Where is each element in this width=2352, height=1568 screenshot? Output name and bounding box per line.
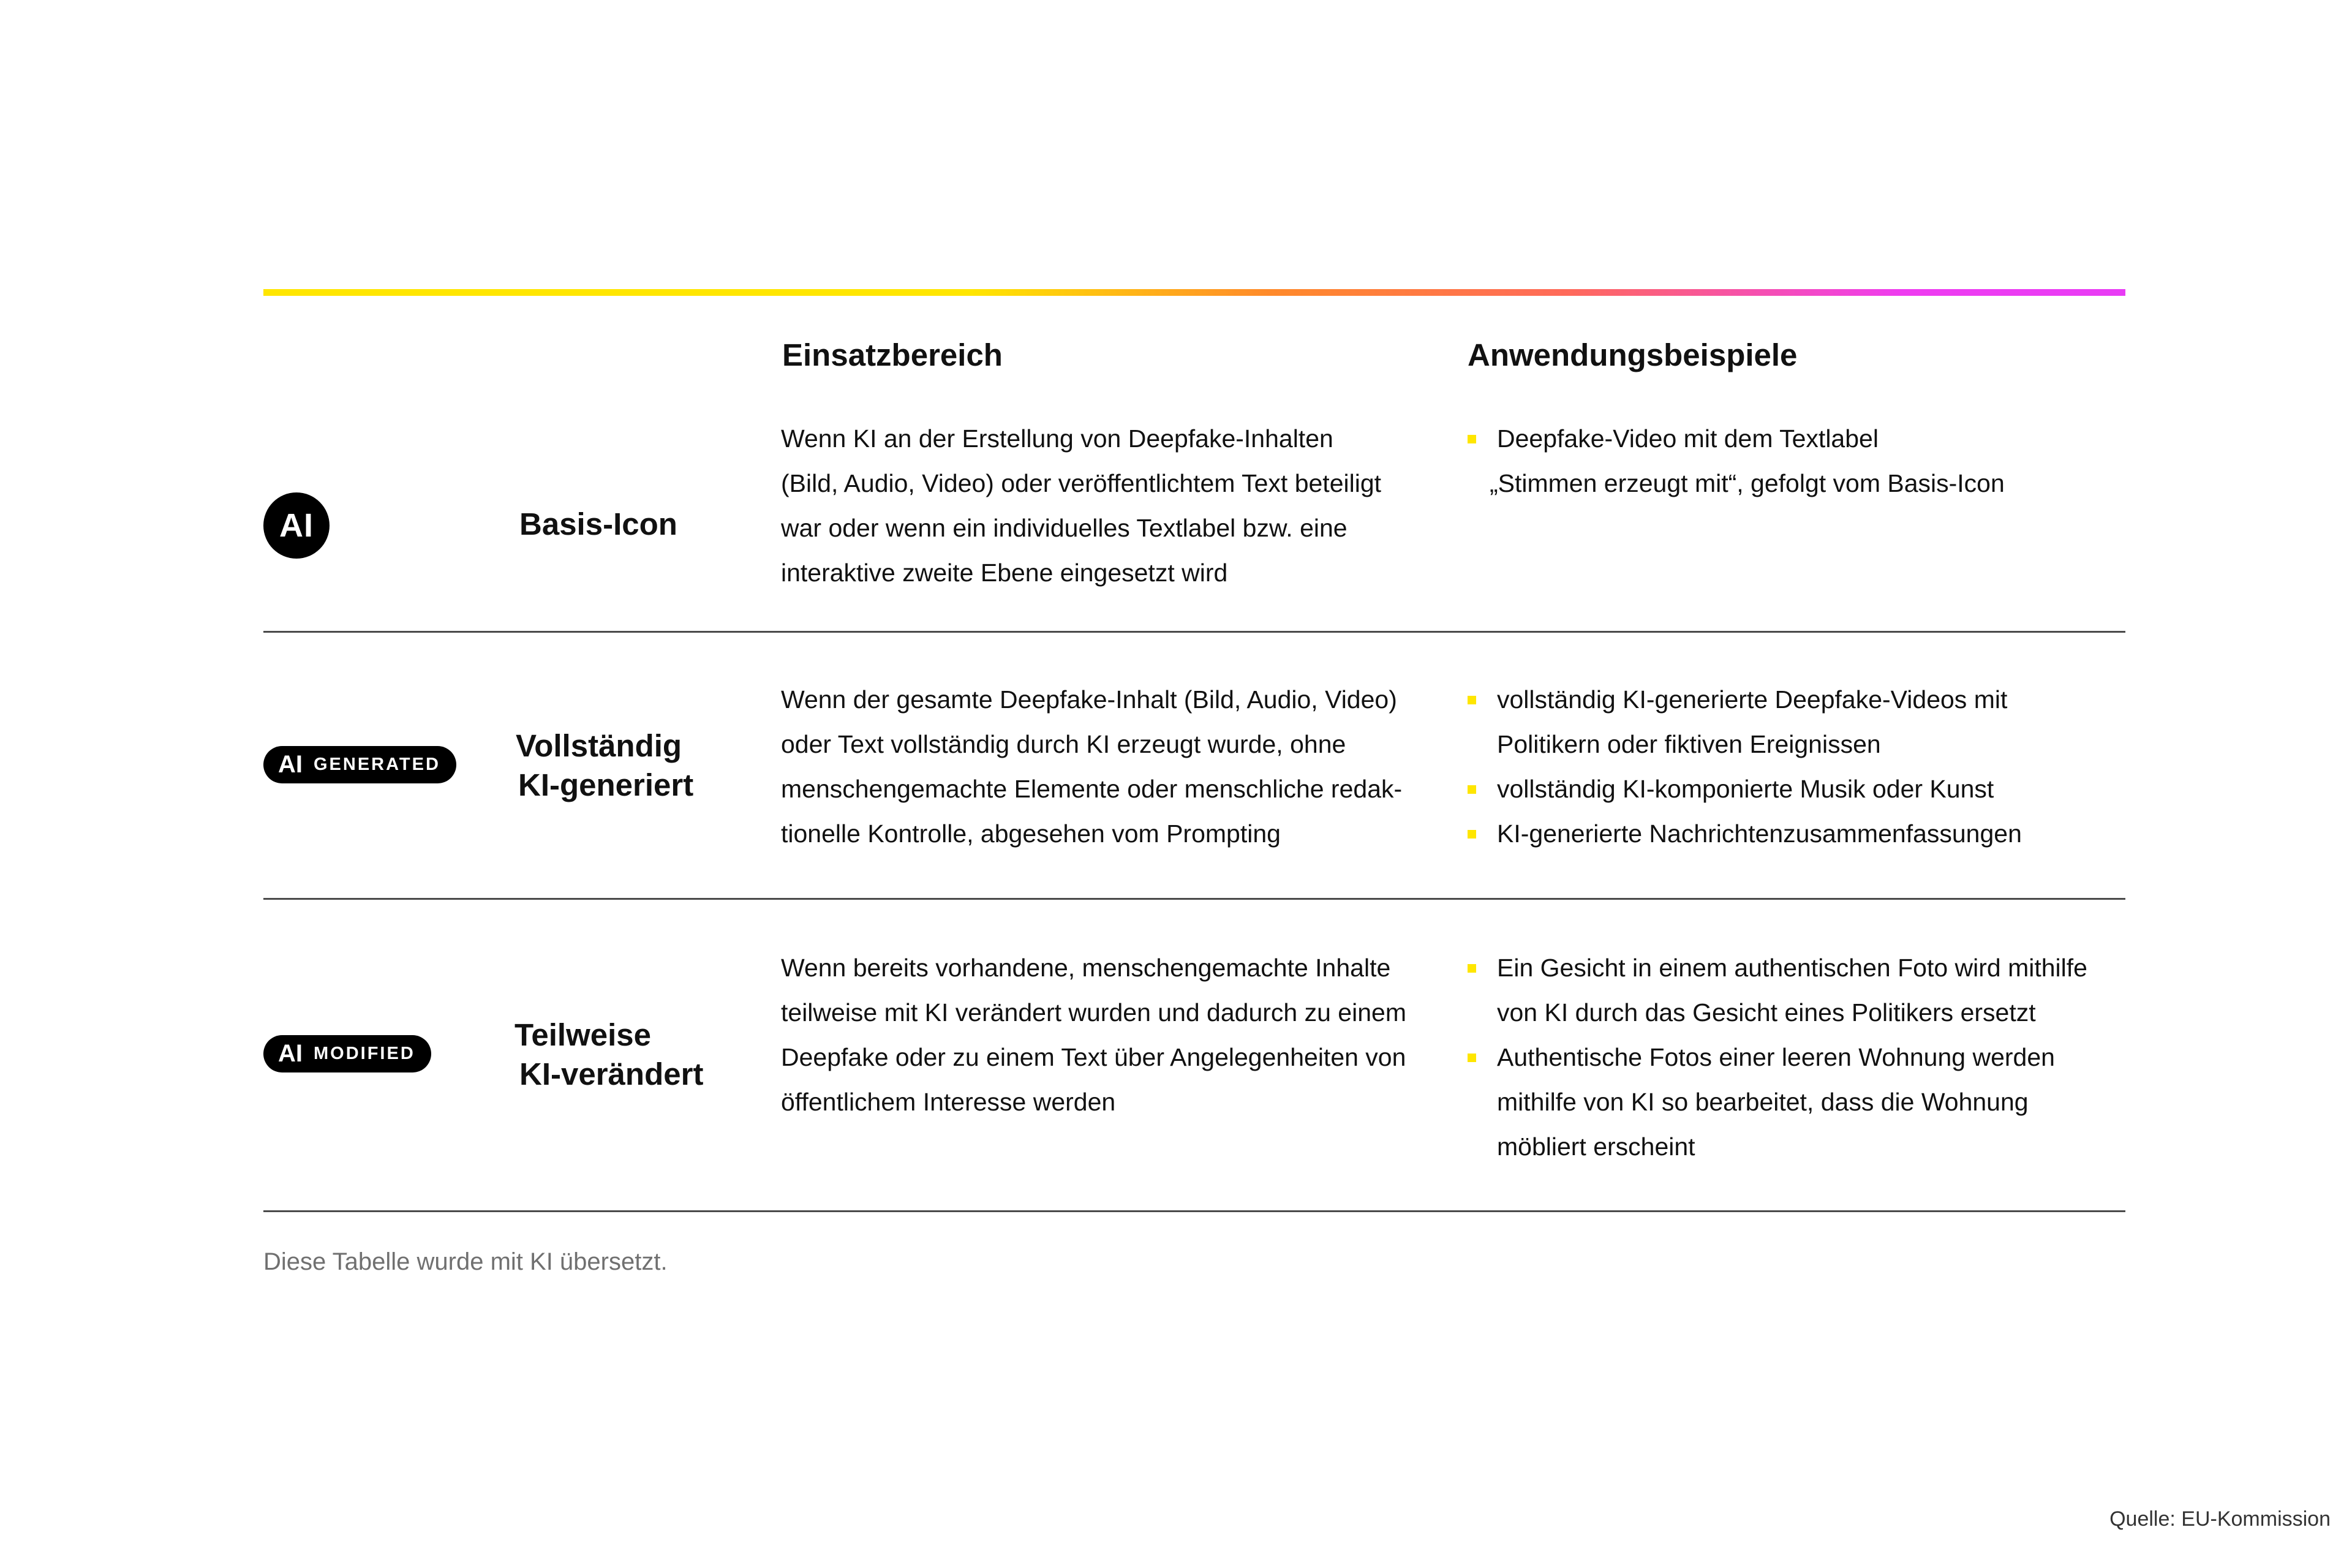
bullet-square-icon <box>1468 964 1476 973</box>
ai-modified-badge-icon <box>263 1035 431 1072</box>
bullet-square-icon <box>1468 785 1476 794</box>
einsatzbereich-text: Wenn bereits vorhandene, menschengemachte Inhalte teilweise mit KI verändert wurden und dadurch zu einem Deepfake oder zu einem Text über Angelegenheiten von öffentlichem Interesse werden <box>781 954 1406 1116</box>
anwendungsbeispiele-list <box>1468 417 2129 506</box>
einsatzbereich-text: Wenn der gesamte Deepfake-Inhalt (Bild, Audio, Video) oder Text vollständig durch KI erzeugt wurde, ohne menschengemachte Elemente oder menschliche redak- tionelle Kontrolle, abgesehen vom Prompting <box>781 685 1403 848</box>
list-item: Ein Gesicht in einem authentischen Foto wird mithilfe von KI durch das Gesicht eines Politikers ersetzt <box>1468 946 2129 1035</box>
ai-generated-badge-icon <box>263 746 456 783</box>
list-item: Authentische Fotos einer leeren Wohnung werden mithilfe von KI so bearbeitet, dass die Wohnung möbliert erscheint <box>1468 1035 2129 1169</box>
bullet-square-icon <box>1468 1054 1476 1062</box>
badge-ai-text: AI <box>278 751 303 778</box>
einsatzbereich-text: Wenn KI an der Erstellung von Deepfake-Inhalten (Bild, Audio, Video) oder veröffentlichtem Text beteiligt war oder wenn ein individuelles Textlabel bzw. eine interaktive zweite Ebene eingesetzt wird <box>781 424 1382 587</box>
bullet-square-icon <box>1468 435 1476 443</box>
source-credit: Quelle: EU-Kommission <box>2109 1507 2331 1531</box>
row-label-teilweise-ki-veraendert: Teilweise KI-verändert <box>514 1017 704 1091</box>
list-item: vollständig KI-komponierte Musik oder Kunst <box>1468 767 2129 812</box>
list-item: Deepfake-Video mit dem Textlabel „Stimmen erzeugt mit“, gefolgt vom Basis-Icon <box>1468 417 2129 506</box>
badge-ai-text: AI <box>279 507 314 544</box>
ai-basis-icon <box>263 492 330 559</box>
bullet-square-icon <box>1468 830 1476 839</box>
row-label-vollstaendig-ki-generiert: Vollständig KI-generiert <box>516 728 694 802</box>
gradient-top-rule <box>263 289 2125 296</box>
badge-ai-text: AI <box>278 1040 303 1067</box>
anwendungsbeispiele-list <box>1468 946 2129 1169</box>
list-item: vollständig KI-generierte Deepfake-Videos mit Politikern oder fiktiven Ereignissen <box>1468 677 2129 767</box>
badge-label-text: GENERATED <box>314 755 440 774</box>
translation-footnote: Diese Tabelle wurde mit KI übersetzt. <box>263 1248 668 1275</box>
column-header-anwendungsbeispiele: Anwendungsbeispiele <box>1468 337 1798 372</box>
row-label-basis-icon: Basis-Icon <box>519 507 677 541</box>
badge-label-text: MODIFIED <box>314 1044 415 1063</box>
anwendungsbeispiele-list <box>1468 677 2129 856</box>
row-divider <box>263 898 2125 900</box>
row-divider <box>263 631 2125 633</box>
row-divider <box>263 1210 2125 1212</box>
list-item: KI-generierte Nachrichtenzusammenfassungen <box>1468 812 2129 856</box>
bullet-square-icon <box>1468 696 1476 704</box>
column-header-einsatzbereich: Einsatzbereich <box>782 337 1003 372</box>
